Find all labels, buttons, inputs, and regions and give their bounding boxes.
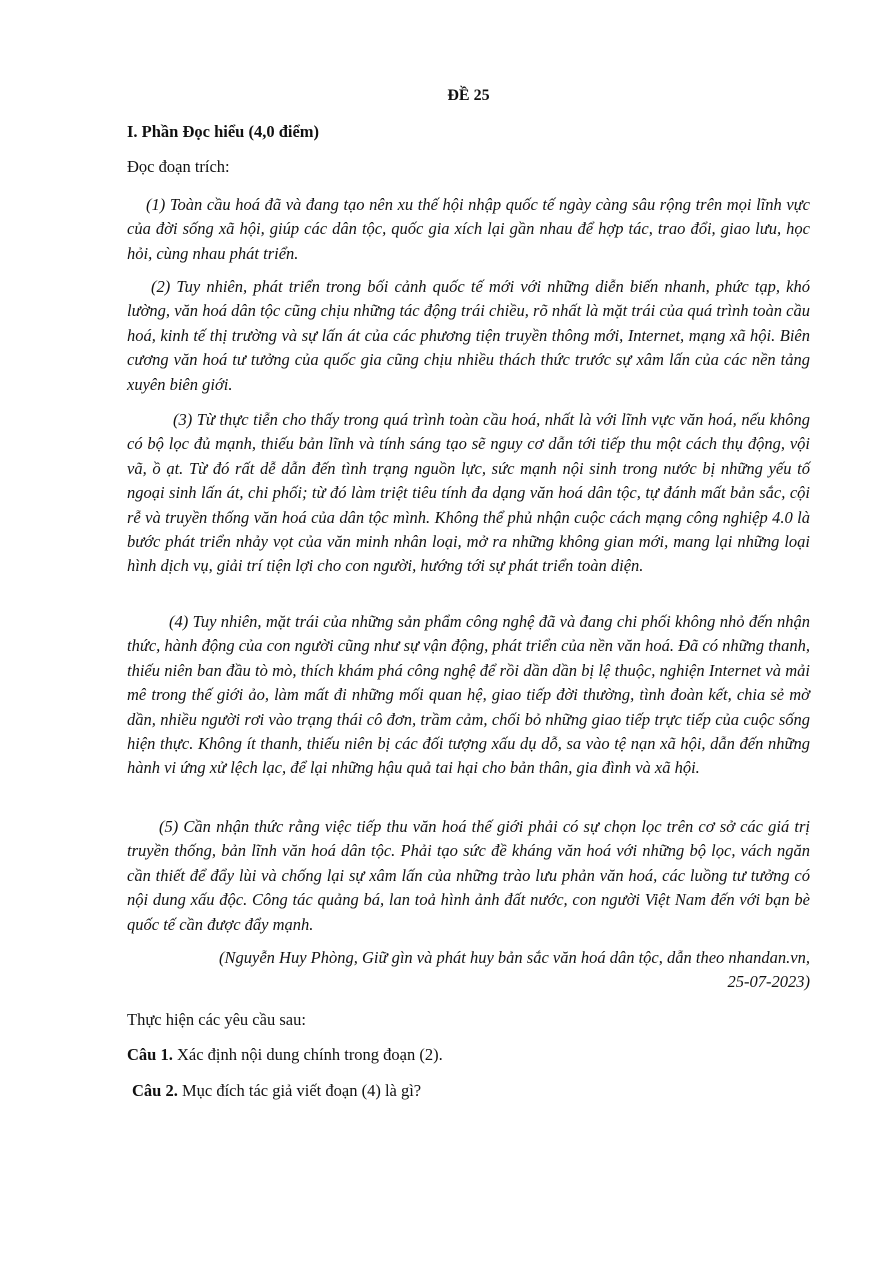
source-citation-line-2: 25-07-2023)	[727, 972, 810, 992]
question-2	[132, 1081, 421, 1101]
passage-paragraph-1: (1) Toàn cầu hoá đã và đang tạo nên xu thế hội nhập quốc tế ngày càng sâu rộng trên mọi lĩnh vực của đời sống xã hội, giúp các dân tộc, quốc gia xích lại gần nhau để hợp tác, trao đổi, giao lưu, học hỏi, cùng nhau phát triển.	[127, 195, 810, 263]
source-citation	[127, 946, 810, 995]
tasks-intro: Thực hiện các yêu cầu sau:	[127, 1010, 306, 1029]
passage-paragraph-4: (4) Tuy nhiên, mặt trái của những sản phẩm công nghệ đã và đang chi phối không nhỏ đến nhận thức, hành động của con người cũng như sự vận động, phát triển của nền văn hoá. Đã có những thanh, thiếu niên ban đầu tò mò, thích khám phá công nghệ để rồi dần dần bị lệ thuộc, nghiện Internet và mải mê trong thế giới ảo, làm mất đi những mối quan hệ, giao tiếp đời thường, tình đoàn kết, chia sẻ mờ dần, nhiều người rơi vào trạng thái cô đơn, trầm cảm, chối bỏ những giao tiếp trực tiếp của cuộc sống hiện thực. Không ít thanh, thiếu niên bị các đối tượng xấu dụ dỗ, sa vào tệ nạn xã hội, dẫn đến những hành vi ứng xử lệch lạc, để lại những hậu quả tai hại cho bản thân, gia đình và xã hội.	[127, 612, 810, 778]
question-1	[127, 1045, 443, 1065]
passage-paragraph-3: (3) Từ thực tiễn cho thấy trong quá trình toàn cầu hoá, nhất là với lĩnh vực văn hoá, nếu không có bộ lọc đủ mạnh, thiếu bản lĩnh và tính sáng tạo sẽ nguy cơ dẫn tới tiếp thu một cách thụ động, vội vã, ồ ạt. Từ đó rất dễ dẫn đến tình trạng nguồn lực, sức mạnh nội sinh trong nước bị những yếu tố ngoại sinh lấn át, chi phối; từ đó làm triệt tiêu tính đa dạng văn hoá dân tộc, tự đánh mất bản sắc, cội rễ và truyền thống văn hoá của dân tộc mình. Không thể phủ nhận cuộc cách mạng công nghiệp 4.0 là bước phát triển nhảy vọt của văn minh nhân loại, mở ra những không gian mới, mang lại những loại hình dịch vụ, giải trí tiện lợi cho con người, hướng tới sự phát triển toàn diện.	[127, 410, 810, 576]
passage-paragraph-5: (5) Cần nhận thức rằng việc tiếp thu văn hoá thế giới phải có sự chọn lọc trên cơ sở các giá trị truyền thống, bản lĩnh văn hoá dân tộc. Phải tạo sức đề kháng văn hoá với những bộ lọc, vách ngăn cần thiết để đẩy lùi và chống lại sự xâm lấn của những trào lưu phản văn hoá, các luồng tư tưởng có nội dung xấu độc. Công tác quảng bá, lan toả hình ảnh đất nước, con người Việt Nam đến với bạn bè quốc tế cần được đẩy mạnh.	[127, 817, 810, 934]
passage-paragraph-2: (2) Tuy nhiên, phát triển trong bối cảnh quốc tế mới với những diễn biến nhanh, phức tạp, khó lường, văn hoá dân tộc cũng chịu những tác động trái chiều, rõ nhất là mặt trái của quá trình toàn cầu hoá, kinh tế thị trường và sự lấn át của các phương tiện truyền thông mới, Internet, mạng xã hội. Biên cương văn hoá tư tưởng của quốc gia cũng chịu nhiều thách thức trước sự xâm lấn của các nền tảng xuyên biên giới.	[127, 277, 810, 394]
section-heading: I. Phần Đọc hiểu (4,0 điểm)	[127, 122, 320, 141]
source-citation-line-1: (Nguyễn Huy Phòng, Giữ gìn và phát huy bản sắc văn hoá dân tộc, dẫn theo nhandan.vn,	[219, 948, 810, 967]
reading-intro: Đọc đoạn trích:	[127, 157, 230, 176]
question-2-text: Mục đích tác giả viết đoạn (4) là gì?	[177, 1081, 422, 1100]
exam-title: ĐỀ 25	[447, 87, 490, 104]
question-2-label: Câu 2.	[132, 1081, 178, 1100]
question-1-text: Xác định nội dung chính trong đoạn (2).	[172, 1045, 443, 1064]
question-1-label: Câu 1.	[127, 1045, 173, 1064]
